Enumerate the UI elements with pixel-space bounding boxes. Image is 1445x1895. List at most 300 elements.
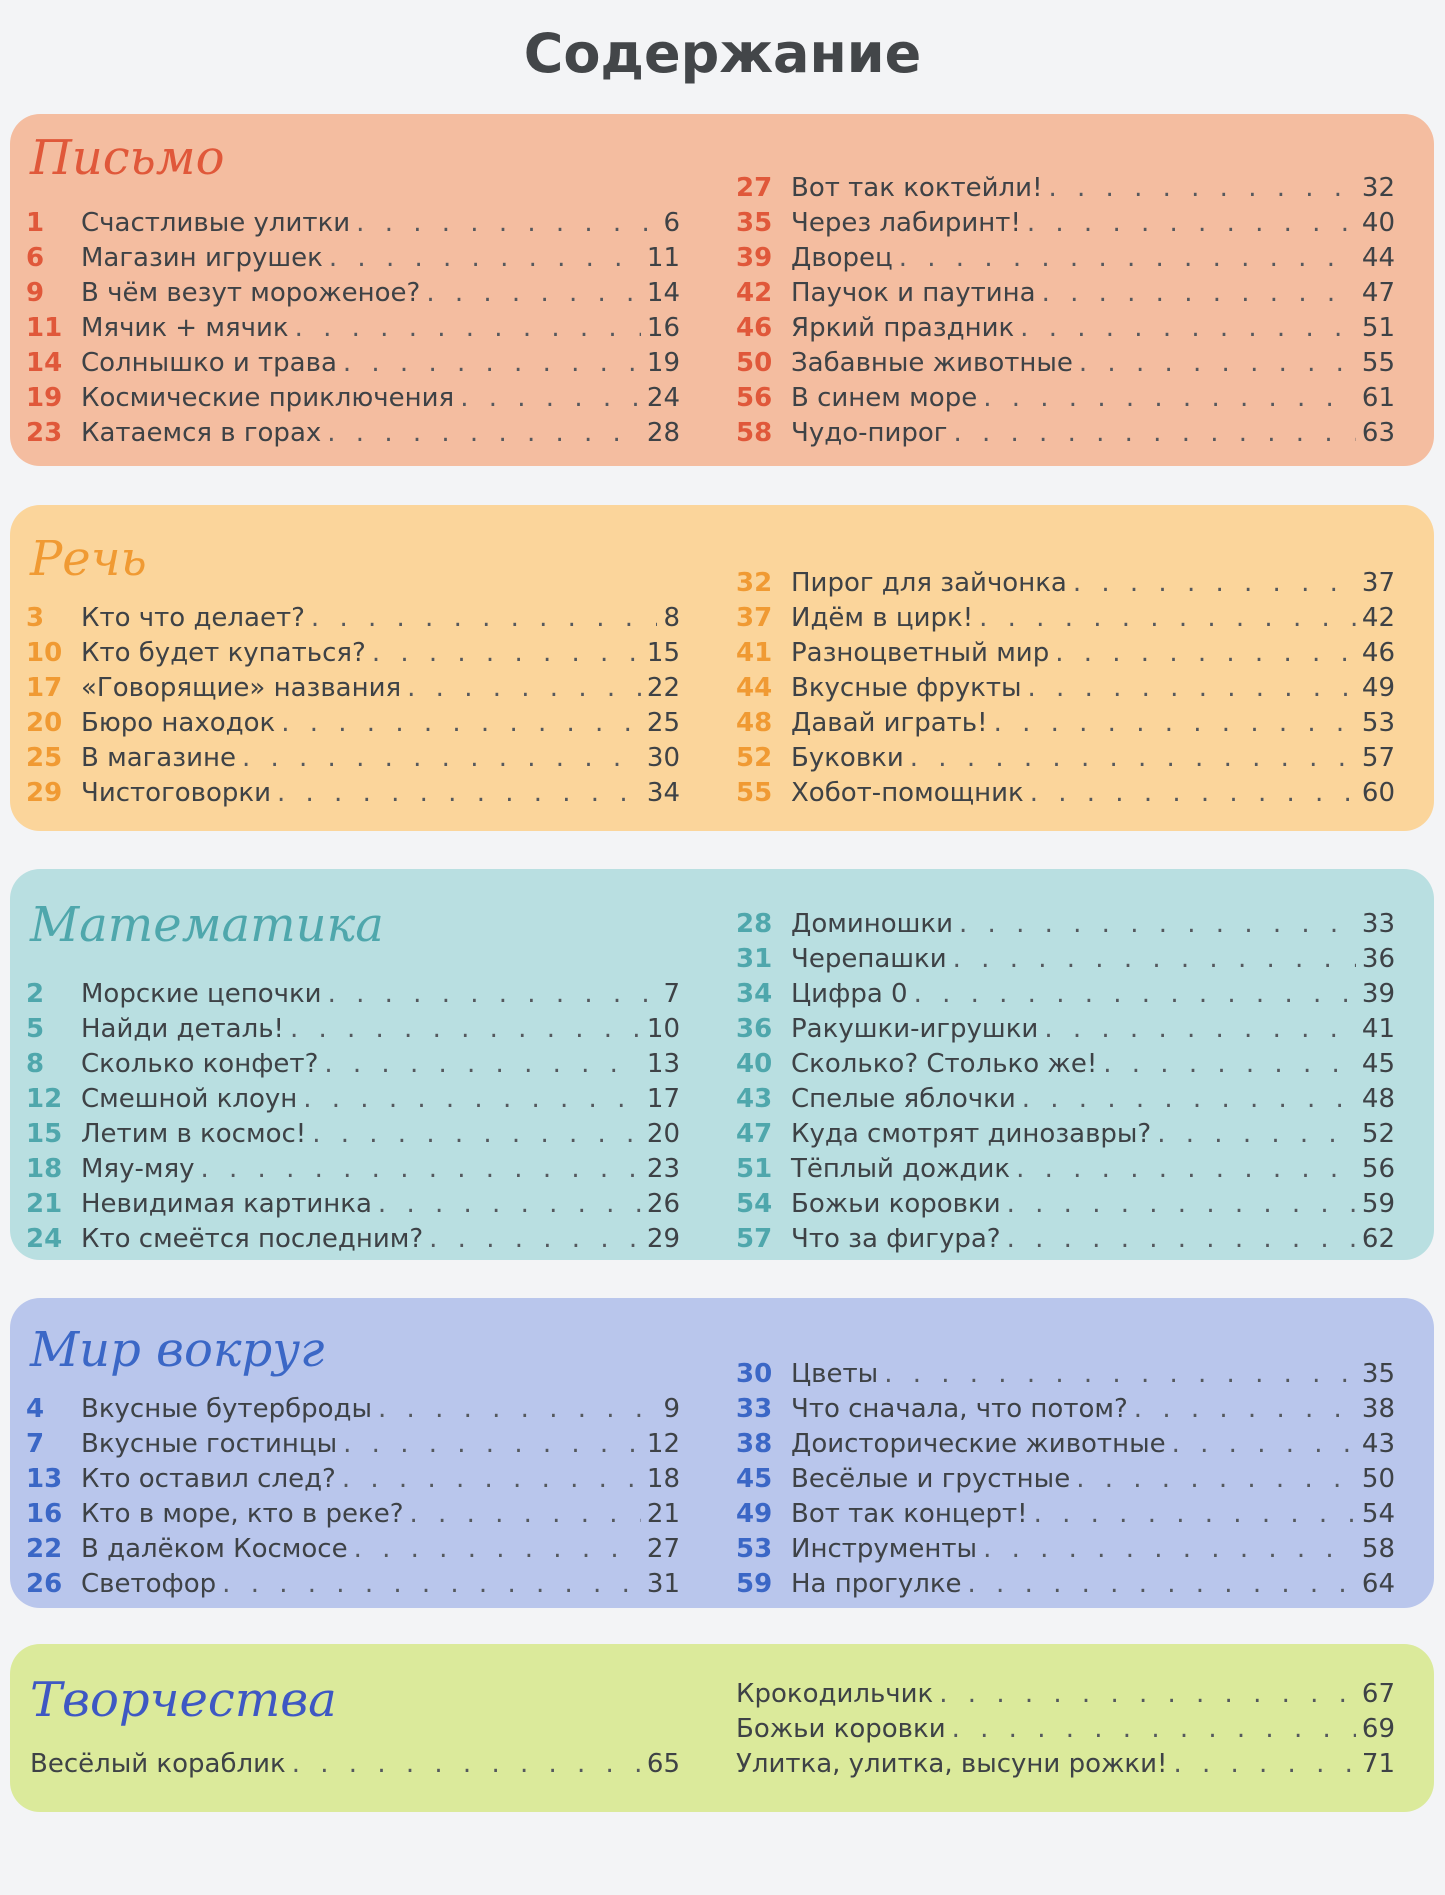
toc-entry xyxy=(736,1462,1395,1497)
lesson-number: 36 xyxy=(736,1014,773,1044)
lesson-title: Вот так концерт! xyxy=(791,1499,1028,1529)
lesson-title: Пирог для зайчонка xyxy=(791,568,1067,598)
page-number: 27 xyxy=(646,1534,680,1564)
dot-leader xyxy=(983,381,1356,416)
dot-leader xyxy=(979,601,1356,636)
lesson-number: 13 xyxy=(26,1464,63,1494)
dot-leader xyxy=(959,907,1356,942)
toc-entry xyxy=(30,1747,680,1782)
dot-leader xyxy=(290,1012,641,1047)
toc-entry xyxy=(736,1712,1395,1747)
toc-entry xyxy=(736,1567,1395,1602)
toc-entry xyxy=(26,311,680,346)
page-number: 29 xyxy=(646,1224,680,1254)
page-number: 39 xyxy=(1361,979,1395,1009)
page-number: 13 xyxy=(646,1049,680,1079)
lesson-title: Идём в цирк! xyxy=(791,603,974,633)
toc-entry xyxy=(26,1117,680,1152)
lesson-number: 44 xyxy=(736,673,773,703)
toc-entry xyxy=(736,1012,1395,1047)
section-math xyxy=(10,869,1434,1260)
lesson-title: Кто будет купаться? xyxy=(81,638,366,668)
dot-leader xyxy=(378,1392,657,1427)
lesson-title: Вкусные фрукты xyxy=(791,673,1022,703)
toc-entry xyxy=(736,1392,1395,1427)
toc-entry xyxy=(736,1082,1395,1117)
lesson-number: 25 xyxy=(26,743,63,773)
lesson-title: Светофор xyxy=(81,1569,217,1599)
page-number: 57 xyxy=(1361,743,1395,773)
lesson-title: Цифра 0 xyxy=(791,979,908,1009)
dot-leader xyxy=(1027,206,1356,241)
lesson-title: Кто что делает? xyxy=(81,603,305,633)
lesson-number: 8 xyxy=(26,1049,45,1079)
dot-leader xyxy=(1020,311,1356,346)
toc-entry xyxy=(736,1427,1395,1462)
toc-entry xyxy=(26,1427,680,1462)
lesson-title: Тёплый дождик xyxy=(791,1154,1011,1184)
page-number: 16 xyxy=(646,313,680,343)
toc-entry xyxy=(26,601,680,636)
lesson-number: 10 xyxy=(26,638,63,668)
lesson-number: 47 xyxy=(736,1119,773,1149)
dot-leader xyxy=(953,942,1356,977)
lesson-title: В далёком Космосе xyxy=(81,1534,348,1564)
lesson-number: 37 xyxy=(736,603,773,633)
dot-leader xyxy=(429,1222,641,1257)
lesson-title: Морские цепочки xyxy=(81,979,322,1009)
lesson-number: 45 xyxy=(736,1464,773,1494)
page-number: 11 xyxy=(646,243,680,273)
page-number: 67 xyxy=(1361,1679,1395,1709)
dot-leader xyxy=(303,1082,641,1117)
dot-leader xyxy=(460,381,641,416)
toc-entry xyxy=(26,671,680,706)
lesson-title: Улитка, улитка, высуни рожки! xyxy=(736,1749,1168,1779)
lesson-title: Куда смотрят динозавры? xyxy=(791,1119,1152,1149)
toc-entry xyxy=(26,1497,680,1532)
toc-entry xyxy=(736,907,1395,942)
dot-leader xyxy=(328,977,658,1012)
dot-leader xyxy=(914,977,1356,1012)
lesson-number: 11 xyxy=(26,313,63,343)
dot-leader xyxy=(1016,1152,1356,1187)
lesson-number: 18 xyxy=(26,1154,63,1184)
lesson-title: Найди деталь! xyxy=(81,1014,284,1044)
toc-entry xyxy=(26,1152,680,1187)
toc-entry xyxy=(736,381,1395,416)
lesson-number: 14 xyxy=(26,348,63,378)
page-number: 28 xyxy=(646,418,680,448)
page-number: 32 xyxy=(1361,173,1395,203)
lesson-number: 19 xyxy=(26,383,63,413)
toc-entry xyxy=(26,1462,680,1497)
lesson-number: 9 xyxy=(26,278,45,308)
page-number: 10 xyxy=(646,1014,680,1044)
lesson-title: Невидимая картинка xyxy=(81,1189,372,1219)
page-number: 12 xyxy=(646,1429,680,1459)
page-number: 18 xyxy=(646,1464,680,1494)
lesson-number: 1 xyxy=(26,208,45,238)
lesson-number: 43 xyxy=(736,1084,773,1114)
toc-entry xyxy=(26,416,680,451)
lesson-number: 58 xyxy=(736,418,773,448)
toc-entry xyxy=(26,381,680,416)
lesson-title: Сколько конфет? xyxy=(81,1049,319,1079)
lesson-title: Чудо-пирог xyxy=(791,418,948,448)
lesson-title: Летим в космос! xyxy=(81,1119,307,1149)
page-number: 43 xyxy=(1361,1429,1395,1459)
lesson-title: Разноцветный мир xyxy=(791,638,1050,668)
page-number: 20 xyxy=(646,1119,680,1149)
toc-entry xyxy=(26,1012,680,1047)
toc-entry xyxy=(736,977,1395,1012)
dot-leader xyxy=(952,1712,1356,1747)
page-number: 60 xyxy=(1361,778,1395,808)
lesson-title: Вкусные гостинцы xyxy=(81,1429,338,1459)
lesson-number: 40 xyxy=(736,1049,773,1079)
lesson-title: Давай играть! xyxy=(791,708,988,738)
page-number: 55 xyxy=(1361,348,1395,378)
dot-leader xyxy=(372,636,641,671)
lesson-number: 5 xyxy=(26,1014,45,1044)
dot-leader xyxy=(1172,1427,1356,1462)
page-number: 7 xyxy=(663,979,680,1009)
dot-leader xyxy=(356,206,657,241)
lesson-number: 32 xyxy=(736,568,773,598)
lesson-title: Катаемся в горах xyxy=(81,418,322,448)
page-number: 36 xyxy=(1361,944,1395,974)
lesson-title: «Говорящие» названия xyxy=(81,673,402,703)
lesson-title: Кто смеётся последним? xyxy=(81,1224,424,1254)
lesson-number: 16 xyxy=(26,1499,63,1529)
lesson-number: 53 xyxy=(736,1534,773,1564)
lesson-number: 55 xyxy=(736,778,773,808)
toc-entry xyxy=(736,311,1395,346)
page-number: 62 xyxy=(1361,1224,1395,1254)
page-number: 54 xyxy=(1361,1499,1395,1529)
lesson-title: Яркий праздник xyxy=(791,313,1015,343)
lesson-title: Хобот-помощник xyxy=(791,778,1024,808)
toc-entry xyxy=(26,1392,680,1427)
dot-leader xyxy=(1007,1187,1356,1222)
toc-entry xyxy=(736,1222,1395,1257)
dot-leader xyxy=(342,1462,641,1497)
dot-leader xyxy=(292,1747,641,1782)
lesson-number: 57 xyxy=(736,1224,773,1254)
page-number: 14 xyxy=(646,278,680,308)
lesson-title: Космические приключения xyxy=(81,383,455,413)
lesson-title: Вот так коктейли! xyxy=(791,173,1043,203)
page-number: 46 xyxy=(1361,638,1395,668)
toc-entry xyxy=(736,706,1395,741)
page-number: 71 xyxy=(1361,1749,1395,1779)
lesson-number: 54 xyxy=(736,1189,773,1219)
dot-leader xyxy=(327,416,641,451)
lesson-number: 21 xyxy=(26,1189,63,1219)
toc-entry xyxy=(736,1152,1395,1187)
lesson-title: Буковки xyxy=(791,743,904,773)
toc-entry xyxy=(26,1082,680,1117)
lesson-number: 20 xyxy=(26,708,63,738)
lesson-title: Чистоговорки xyxy=(81,778,271,808)
dot-leader xyxy=(1103,1047,1356,1082)
lesson-number: 56 xyxy=(736,383,773,413)
dot-leader xyxy=(312,1117,641,1152)
lesson-title: Сколько? Столько же! xyxy=(791,1049,1098,1079)
lesson-title: Смешной клоун xyxy=(81,1084,298,1114)
dot-leader xyxy=(1076,1462,1356,1497)
toc-entry xyxy=(736,671,1395,706)
lesson-title: Кто оставил след? xyxy=(81,1464,336,1494)
lesson-title: Божьи коровки xyxy=(736,1714,946,1744)
lesson-number: 52 xyxy=(736,743,773,773)
lesson-number: 49 xyxy=(736,1499,773,1529)
toc-entry xyxy=(26,1222,680,1257)
dot-leader xyxy=(899,241,1356,276)
page-number: 6 xyxy=(663,208,680,238)
page-number: 35 xyxy=(1361,1359,1395,1389)
section-rech xyxy=(10,505,1434,831)
page-number: 9 xyxy=(663,1394,680,1424)
lesson-title: Крокодильчик xyxy=(736,1679,934,1709)
lesson-number: 34 xyxy=(736,979,773,1009)
page-number: 49 xyxy=(1361,673,1395,703)
lesson-number: 50 xyxy=(736,348,773,378)
lesson-number: 22 xyxy=(26,1534,63,1564)
toc-entry xyxy=(26,1532,680,1567)
lesson-title: Весёлые и грустные xyxy=(791,1464,1071,1494)
dot-leader xyxy=(1055,636,1356,671)
lesson-title: Черепашки xyxy=(791,944,947,974)
lesson-number: 59 xyxy=(736,1569,773,1599)
toc-entry xyxy=(26,706,680,741)
page-number: 30 xyxy=(646,743,680,773)
page-number: 33 xyxy=(1361,909,1395,939)
toc-entry xyxy=(736,1532,1395,1567)
lesson-number: 31 xyxy=(736,944,773,974)
page-number: 31 xyxy=(646,1569,680,1599)
dot-leader xyxy=(324,1047,641,1082)
page-number: 26 xyxy=(646,1189,680,1219)
page-number: 45 xyxy=(1361,1049,1395,1079)
lesson-title: Бюро находок xyxy=(81,708,276,738)
page-number: 61 xyxy=(1361,383,1395,413)
lesson-title: Солнышко и трава xyxy=(81,348,337,378)
lesson-number: 41 xyxy=(736,638,773,668)
dot-leader xyxy=(1173,1747,1355,1782)
page-number: 52 xyxy=(1361,1119,1395,1149)
toc-entry xyxy=(26,741,680,776)
lesson-number: 42 xyxy=(736,278,773,308)
dot-leader xyxy=(1044,1012,1356,1047)
dot-leader xyxy=(1028,671,1356,706)
lesson-number: 23 xyxy=(26,418,63,448)
section-mir xyxy=(10,1298,1434,1608)
section-heading-mir: Мир вокруг xyxy=(30,1322,325,1378)
toc-entry xyxy=(736,171,1395,206)
dot-leader xyxy=(884,1357,1356,1392)
lesson-title: Мяу-мяу xyxy=(81,1154,195,1184)
section-pismo xyxy=(10,114,1434,466)
toc-entry xyxy=(26,1047,680,1082)
dot-leader xyxy=(1007,1222,1356,1257)
dot-leader xyxy=(910,741,1356,776)
lesson-title: Божьи коровки xyxy=(791,1189,1001,1219)
toc-entry xyxy=(736,346,1395,381)
toc-entry xyxy=(736,1357,1395,1392)
page-number: 47 xyxy=(1361,278,1395,308)
dot-leader xyxy=(343,346,641,381)
dot-leader xyxy=(1073,566,1356,601)
toc-entry xyxy=(736,206,1395,241)
dot-leader xyxy=(277,776,641,811)
lesson-number: 38 xyxy=(736,1429,773,1459)
page-number: 19 xyxy=(646,348,680,378)
dot-leader xyxy=(378,1187,641,1222)
dot-leader xyxy=(407,671,641,706)
lesson-title: Что сначала, что потом? xyxy=(791,1394,1128,1424)
toc-entry xyxy=(26,241,680,276)
dot-leader xyxy=(1022,1082,1356,1117)
page-number: 59 xyxy=(1361,1189,1395,1219)
page-number: 48 xyxy=(1361,1084,1395,1114)
dot-leader xyxy=(968,1567,1356,1602)
page-number: 23 xyxy=(646,1154,680,1184)
lesson-title: Кто в море, кто в реке? xyxy=(81,1499,404,1529)
lesson-number: 46 xyxy=(736,313,773,343)
lesson-number: 29 xyxy=(26,778,63,808)
toc-entry xyxy=(736,566,1395,601)
lesson-number: 27 xyxy=(736,173,773,203)
lesson-title: Забавные животные xyxy=(791,348,1073,378)
toc-entry xyxy=(736,1747,1395,1782)
page-number: 15 xyxy=(646,638,680,668)
dot-leader xyxy=(410,1497,641,1532)
dot-leader xyxy=(222,1567,641,1602)
toc-entry xyxy=(26,1187,680,1222)
dot-leader xyxy=(1030,776,1356,811)
lesson-title: Спелые яблочки xyxy=(791,1084,1016,1114)
lesson-number: 33 xyxy=(736,1394,773,1424)
lesson-number: 17 xyxy=(26,673,63,703)
page-number: 42 xyxy=(1361,603,1395,633)
toc-entry xyxy=(26,776,680,811)
dot-leader xyxy=(426,276,641,311)
page-number: 8 xyxy=(663,603,680,633)
page-number: 22 xyxy=(646,673,680,703)
dot-leader xyxy=(281,706,641,741)
section-heading-rech: Речь xyxy=(30,531,147,587)
page-number: 24 xyxy=(646,383,680,413)
lesson-number: 7 xyxy=(26,1429,45,1459)
toc-entry xyxy=(26,206,680,241)
page-number: 37 xyxy=(1361,568,1395,598)
lesson-title: Магазин игрушек xyxy=(81,243,323,273)
lesson-title: В синем море xyxy=(791,383,978,413)
lesson-number: 30 xyxy=(736,1359,773,1389)
toc-entry xyxy=(736,942,1395,977)
dot-leader xyxy=(983,1532,1356,1567)
lesson-number: 2 xyxy=(26,979,45,1009)
lesson-title: Инструменты xyxy=(791,1534,978,1564)
lesson-title: Через лабиринт! xyxy=(791,208,1021,238)
dot-leader xyxy=(343,1427,641,1462)
lesson-title: Паучок и паутина xyxy=(791,278,1036,308)
page-number: 21 xyxy=(646,1499,680,1529)
lesson-title: Цветы xyxy=(791,1359,879,1389)
dot-leader xyxy=(329,241,641,276)
lesson-title: Доисторические животные xyxy=(791,1429,1166,1459)
lesson-number: 4 xyxy=(26,1394,45,1424)
lesson-number: 6 xyxy=(26,243,45,273)
lesson-number: 39 xyxy=(736,243,773,273)
toc-entry xyxy=(26,346,680,381)
dot-leader xyxy=(953,416,1355,451)
page-number: 53 xyxy=(1361,708,1395,738)
lesson-title: Доминошки xyxy=(791,909,954,939)
dot-leader xyxy=(1034,1497,1356,1532)
toc-entry xyxy=(736,416,1395,451)
page-number: 41 xyxy=(1361,1014,1395,1044)
toc-entry xyxy=(26,977,680,1012)
toc-entry xyxy=(26,636,680,671)
page-number: 25 xyxy=(646,708,680,738)
lesson-number: 3 xyxy=(26,603,45,633)
lesson-title: В чём везут мороженое? xyxy=(81,278,421,308)
dot-leader xyxy=(354,1532,641,1567)
toc-entry xyxy=(736,1047,1395,1082)
lesson-number: 24 xyxy=(26,1224,63,1254)
toc-entry xyxy=(736,636,1395,671)
dot-leader xyxy=(994,706,1356,741)
lesson-title: Весёлый кораблик xyxy=(30,1749,286,1779)
page-number: 38 xyxy=(1361,1394,1395,1424)
dot-leader xyxy=(1134,1392,1356,1427)
page-number: 63 xyxy=(1361,418,1395,448)
dot-leader xyxy=(939,1677,1356,1712)
dot-leader xyxy=(311,601,658,636)
toc-entry xyxy=(736,741,1395,776)
lesson-number: 51 xyxy=(736,1154,773,1184)
dot-leader xyxy=(1157,1117,1356,1152)
toc-entry xyxy=(736,1117,1395,1152)
lesson-title: На прогулке xyxy=(791,1569,962,1599)
section-heading-math: Математика xyxy=(30,897,384,953)
lesson-number: 12 xyxy=(26,1084,63,1114)
lesson-title: Вкусные бутерброды xyxy=(81,1394,373,1424)
page-number: 40 xyxy=(1361,208,1395,238)
page-number: 50 xyxy=(1361,1464,1395,1494)
dot-leader xyxy=(1049,171,1356,206)
page-number: 44 xyxy=(1361,243,1395,273)
toc-entry xyxy=(26,1567,680,1602)
page-number: 69 xyxy=(1361,1714,1395,1744)
lesson-title: Что за фигура? xyxy=(791,1224,1001,1254)
lesson-number: 28 xyxy=(736,909,773,939)
dot-leader xyxy=(1079,346,1356,381)
lesson-number: 35 xyxy=(736,208,773,238)
lesson-title: Дворец xyxy=(791,243,893,273)
toc-entry xyxy=(26,276,680,311)
lesson-title: Мячик + мячик xyxy=(81,313,289,343)
toc-entry xyxy=(736,1187,1395,1222)
page-number: 64 xyxy=(1361,1569,1395,1599)
toc-entry xyxy=(736,1677,1395,1712)
lesson-number: 15 xyxy=(26,1119,63,1149)
section-heading-pismo: Письмо xyxy=(30,130,225,186)
lesson-number: 48 xyxy=(736,708,773,738)
